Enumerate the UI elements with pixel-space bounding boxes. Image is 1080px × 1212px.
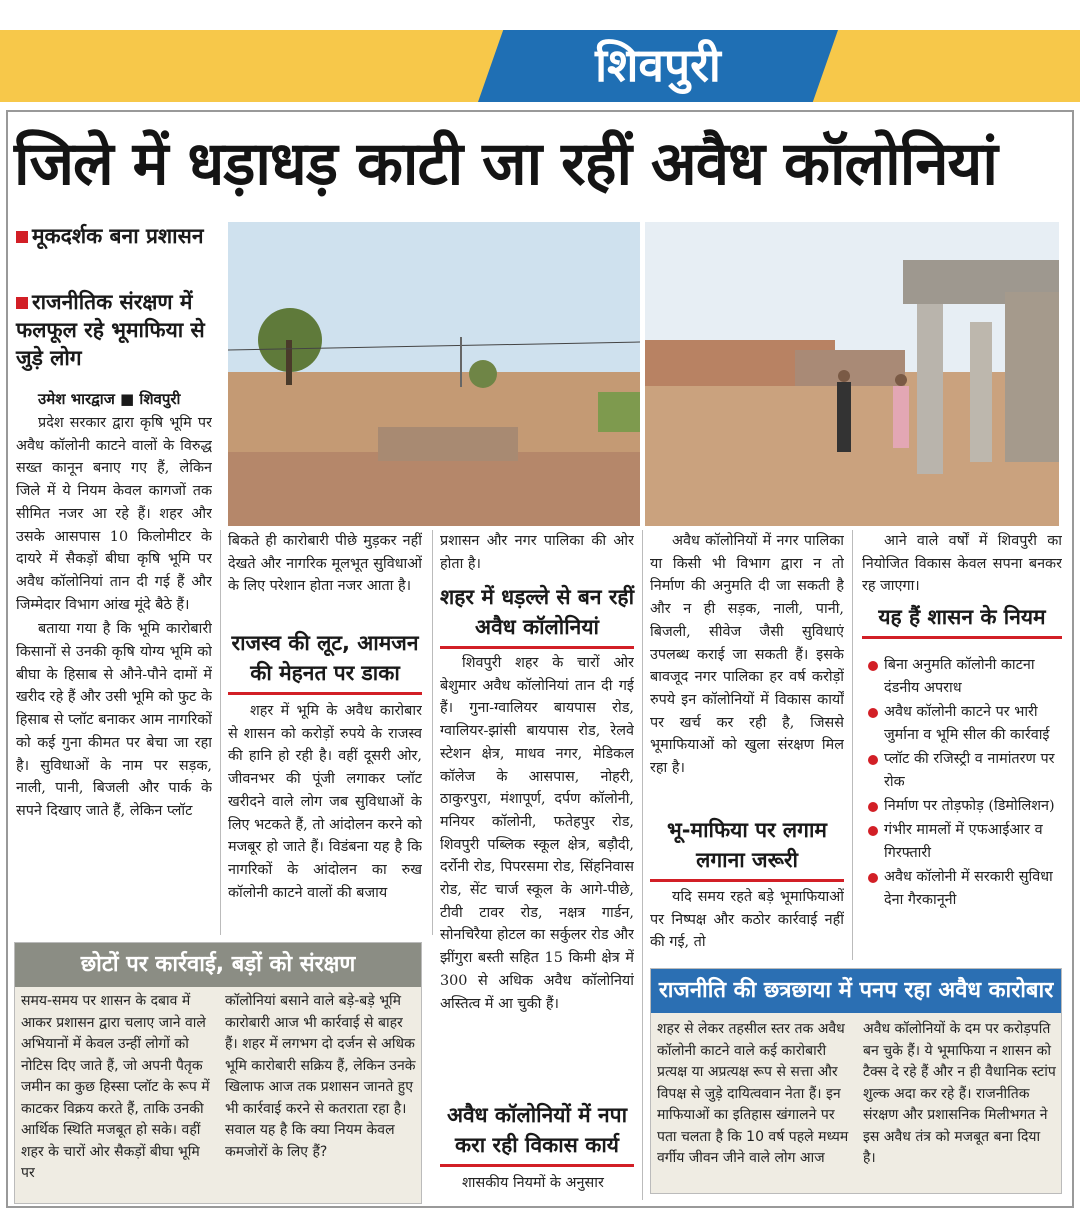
paragraph: शहर में भूमि के अवैध कारोबार से शासन को करोड़ों रुपये के राजस्व की हानि हो रही है। वहीं दूसरी ओर, जीवनभर की पूंजी लगाकर प्लॉट खरीदने वाले लोग जब सुविधाओं के लिए भटकते हैं, तो आंदोलन करने को मजबूर हो जाते हैं। विडंबना यह है कि नागरिकों के आंदोलन का रुख कॉलोनी काटने वालों की बजाय <box>228 703 422 901</box>
boxed-story-small-vs-big <box>14 942 422 1204</box>
subheading-rule <box>440 1164 634 1167</box>
box-column-left: समय-समय पर शासन के दबाव में आकर प्रशासन द्वारा चलाए जाने वाले अभियानों में केवल उन्हीं लोगों को नोटिस दिए जाते हैं, जो अपनी पैतृक जमीन का कुछ हिस्सा प्लॉट के रूप में काटकर विक्रय करते हैं, ताकि उनकी आर्थिक स्थिति मजबूत हो सके। वहीं शहर के चारों ओर सैकड़ों बीघा भूमि पर <box>21 993 210 1181</box>
subheading-rule <box>440 646 634 649</box>
column-divider <box>852 530 853 960</box>
box-title: राजनीति की छत्रछाया में पनप रहा अवैध कारोबार <box>651 969 1061 1013</box>
byline: उमेश भारद्वाज ■ शिवपुरी <box>38 390 181 408</box>
column-3-tail <box>440 1172 634 1200</box>
column-4-body <box>650 886 844 960</box>
paragraph: शिवपुरी शहर के चारों ओर बेशुमार अवैध कॉलोनियां तान दी गई हैं। गुना-ग्वालियर बायपास रोड, ग्वालियर-झांसी बायपास रोड, रेलवे स्टेशन क्षेत्र, माधव नगर, मेडिकल कॉलेज के आसपास, नोहरी, ठाकुरपुरा, मंशापूर्ण, दर्पण कॉलोनी, मनियर कॉलोनी, फतेहपुर रोड, शिवपुरी पब्लिक स्कूल क्षेत्र, बड़ौदी, दर्रोनी रोड, पिपरसमा रोड, सिंहनिवास रोड, सेंट चार्ज स्कूल के आगे-पीछे, टीवी टावर रोड, नक्षत्र गार्डन, सोनचिरैया होटल का सर्कुलर रोड और झींगुरा बस्ती सहित 15 किमी क्षेत्र में 300 से अधिक अवैध कॉलोनियां अस्तित्व में आ चुकी हैं। <box>440 655 634 1012</box>
list-item: प्लॉट की रजिस्ट्री व नामांतरण पर रोक <box>866 748 1064 794</box>
list-item: अवैध कॉलोनी में सरकारी सुविधा देना गैरकानूनी <box>866 866 1064 912</box>
bullet-icon <box>868 802 878 812</box>
paragraph: शासकीय नियमों के अनुसार <box>462 1175 604 1191</box>
red-square-icon <box>16 231 28 243</box>
column-divider <box>432 530 433 935</box>
box-column-right: कॉलोनियां बसाने वाले बड़े-बड़े भूमि कारोबारी आज भी कार्रवाई से बाहर हैं। शहर में लगभग दो दर्जन से अधिक भूमि कारोबारी सक्रिय हैं, लेकिन उनके खिलाफ आज तक प्रशासन जानते हुए भी कार्रवाई करने से कतराता रहा है। सवाल यह है कि क्या नियम केवल कमजोरों के लिए हैं? <box>225 993 416 1160</box>
kicker-1: मूकदर्शक बना प्रशासन <box>16 222 212 250</box>
subheading-rule <box>228 692 422 695</box>
column-5-lead <box>862 530 1062 602</box>
subheading-rules: यह हैं शासन के नियम <box>862 602 1062 639</box>
bullet-icon <box>868 661 878 671</box>
paragraph: बिकते ही कारोबारी पीछे मुड़कर नहीं देखते और नागरिक मूलभूत सुविधाओं के लिए परेशान होता नजर आता है। <box>228 533 422 595</box>
bullet-icon <box>868 708 878 718</box>
column-4-lead <box>650 530 844 812</box>
column-3-body <box>440 652 634 1097</box>
list-item: बिना अनुमति कॉलोनी काटना दंडनीय अपराध <box>866 654 1064 700</box>
paragraph: यदि समय रहते बड़े भूमाफियाओं पर निष्पक्ष और कठोर कार्रवाई नहीं की गई, तो <box>650 889 844 951</box>
boxed-story-politics <box>650 968 1062 1194</box>
bullet-icon <box>868 826 878 836</box>
photo-construction <box>645 222 1059 526</box>
list-item: गंभीर मामलों में एफआईआर व गिरफ्तारी <box>866 819 1064 865</box>
column-divider <box>642 530 643 1200</box>
bullet-icon <box>868 755 878 765</box>
column-3-lead <box>440 530 634 578</box>
subheading-bhumafia: भू-माफिया पर लगाम लगाना जरूरी <box>650 815 844 882</box>
column-divider <box>220 530 221 935</box>
subheading-rule <box>650 879 844 882</box>
paragraph: बताया गया है कि भूमि कारोबारी किसानों से उनकी कृषि योग्य भूमि को बीघा के हिसाब से औने-पौने दामों में खरीद रहे हैं और उसी भूमि को फुट के हिसाब से प्लॉट बनाकर आम नागरिकों को कई गुना कीमत पर बेचा जा रहा है। सुविधाओं के नाम पर सड़क, नाली, पानी, बिजली और पार्क के सपने दिखाए जाते हैं, लेकिन प्लॉट <box>16 621 212 819</box>
box-column-right: अवैध कॉलोनियों के दम पर करोड़पति बन चुके हैं। ये भूमाफिया न शासन को टैक्स दे रहे हैं और न ही वैधानिक स्टांप शुल्क अदा कर रहे हैं। राजनीतिक संरक्षण और प्रशासनिक मिलीभगत ने इस अवैध तंत्र को मजबूत बना दिया है। <box>863 1021 1056 1166</box>
paragraph: आने वाले वर्षों में शिवपुरी का नियोजित विकास केवल सपना बनकर रह जाएगा। <box>862 533 1062 595</box>
red-square-icon <box>16 297 28 309</box>
subheading-revenue: राजस्व की लूट, आमजन की मेहनत पर डाका <box>228 628 422 695</box>
box-title: छोटों पर कार्रवाई, बड़ों को संरक्षण <box>15 943 421 987</box>
bullet-icon <box>868 873 878 883</box>
subheading-colonies: शहर में धड़ल्ले से बन रहीं अवैध कॉलोनियां <box>440 582 634 649</box>
column-2-lead <box>228 530 422 604</box>
kicker-2: राजनीतिक संरक्षण में फलफूल रहे भूमाफिया से जुड़े लोग <box>16 290 205 370</box>
box-column-left: शहर से लेकर तहसील स्तर तक अवैध कॉलोनी काटने वाले कई कारोबारी प्रत्यक्ष या अप्रत्यक्ष रूप से सत्ता और विपक्ष से जुड़े दायित्ववान नेता हैं। इन माफियाओं का इतिहास खंगालने पर पता चलता है कि 10 वर्ष पहले मध्यम वर्गीय जीवन जीने वाले लोग आज <box>657 1021 849 1166</box>
photo-empty-plots <box>228 222 640 526</box>
paragraph: प्रशासन और नगर पालिका की ओर होता है। <box>440 533 634 572</box>
subheading-development: अवैध कॉलोनियों में नपा करा रही विकास कार्य <box>440 1100 634 1167</box>
paragraph: अवैध कॉलोनियों में नगर पालिका या किसी भी विभाग द्वारा न तो निर्माण की अनुमति दी जा सकती है और न ही सड़क, नाली, पानी, बिजली, सीवेज जैसी सुविधाएं उपलब्ध कराई जा सकती हैं। इसके बावजूद नगर पालिका हर वर्ष करोड़ों रुपये इन कॉलोनियों में विकास कार्यों पर खर्च कर रही है, जिससे भूमाफियाओं को खुला संरक्षण मिल रहा है। <box>650 533 844 777</box>
rules-list <box>866 654 1064 913</box>
list-item: निर्माण पर तोड़फोड़ (डिमोलिशन) <box>866 795 1064 818</box>
page-title: जिले में धड़ाधड़ काटी जा रहीं अवैध कॉलोनियां <box>14 129 997 199</box>
list-item: अवैध कॉलोनी काटने पर भारी जुर्माना व भूमि सील की कार्रवाई <box>866 701 1064 747</box>
paragraph: प्रदेश सरकार द्वारा कृषि भूमि पर अवैध कॉलोनी काटने वालों के विरुद्ध सख्त कानून बनाए गए हैं, लेकिन जिले में ये नियम केवल कागजों तक सीमित नजर आ रहे हैं। शहर और उसके आसपास 10 किलोमीटर के दायरे में सैकड़ों बीघा कृषि भूमि पर अवैध कॉलोनियां तान दी गई हैं और जिम्मेदार विभाग आंख मूंदे बैठे हैं। <box>16 415 212 613</box>
subheading-rule <box>862 636 1062 639</box>
column-2-body <box>228 700 422 935</box>
column-1 <box>16 412 212 937</box>
section-title: शिवपुरी <box>595 38 721 92</box>
